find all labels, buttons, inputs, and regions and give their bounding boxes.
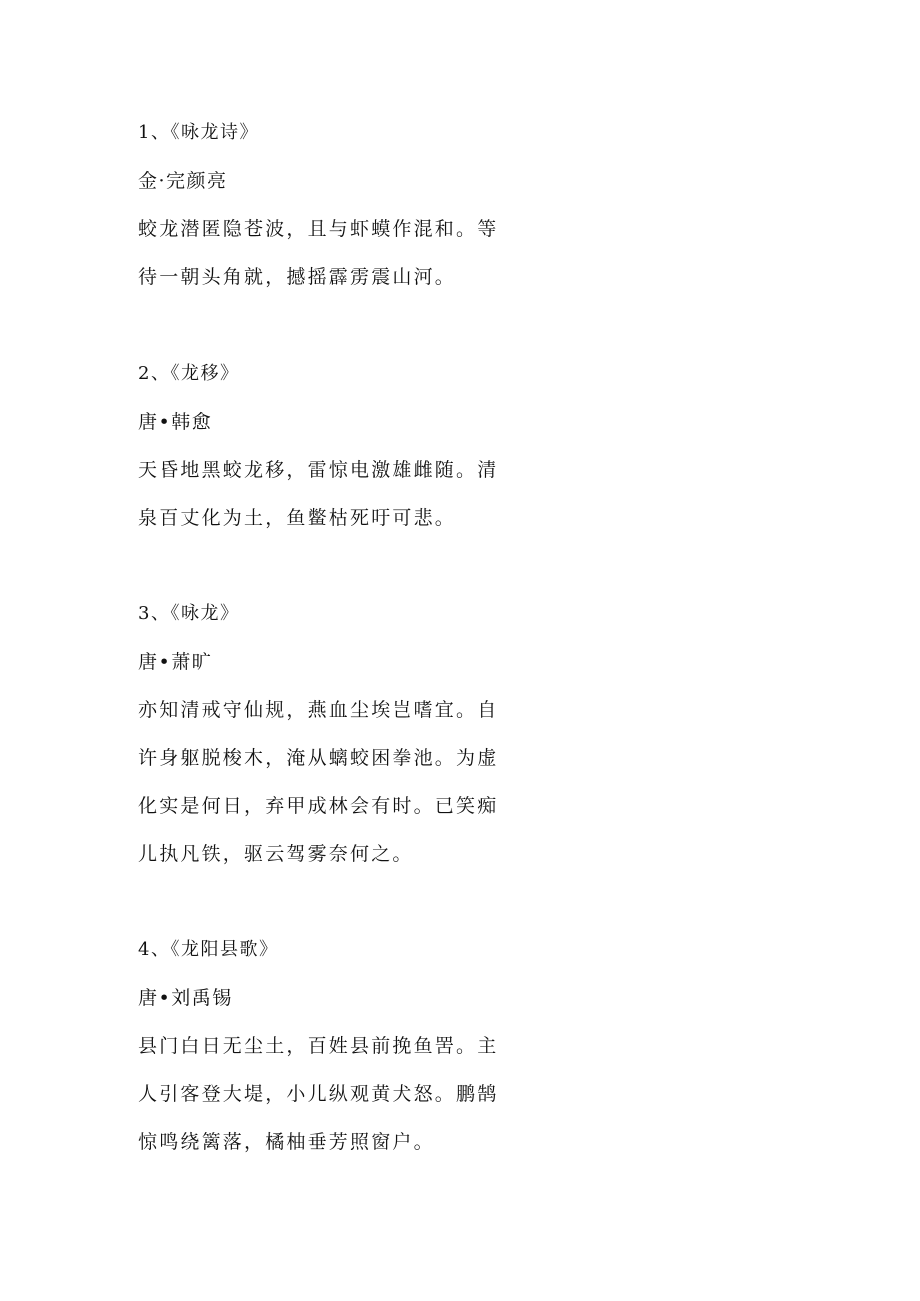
- poem-3: [138, 590, 499, 878]
- poem-2: [138, 350, 499, 542]
- poem-4: [138, 926, 499, 1166]
- poem-line: 人引客登大堤，小儿纵观黄犬怒。鹏鹄: [138, 1083, 499, 1105]
- poem-author: 金·完颜亮: [138, 170, 228, 192]
- poem-line: 待一朝头角就，撼摇霹雳震山河。: [138, 266, 457, 288]
- poem-title: 3、《咏龙》: [138, 603, 240, 624]
- poem-line: 泉百丈化为土，鱼鳖枯死吁可悲。: [138, 507, 457, 529]
- poem-line: 儿执凡铁，驱云驾雾奈何之。: [138, 843, 414, 865]
- poem-title: 1、《咏龙诗》: [138, 122, 259, 143]
- poem-author: 唐•韩愈: [138, 411, 213, 433]
- poem-line: 县门白日无尘土，百姓县前挽鱼罟。主: [138, 1035, 499, 1057]
- poem-1: [138, 109, 499, 301]
- poem-line: 蛟龙潜匿隐苍波，且与虾蟆作混和。等: [138, 218, 499, 240]
- poem-author: 唐•刘禹锡: [138, 987, 233, 1009]
- poem-title: 2、《龙移》: [138, 363, 240, 384]
- poem-author: 唐•萧旷: [138, 651, 213, 673]
- poem-line: 惊鸣绕篱落，橘柚垂芳照窗户。: [138, 1131, 435, 1153]
- poem-line: 亦知清戒守仙规，燕血尘埃岂嗜宜。自: [138, 699, 499, 721]
- poem-line: 化实是何日，弃甲成林会有时。已笑痴: [138, 795, 499, 817]
- poem-line: 天昏地黑蛟龙移，雷惊电激雄雌随。清: [138, 459, 499, 481]
- poem-line: 许身躯脱梭木，淹从螭蛟困拳池。为虚: [138, 747, 499, 769]
- poem-title: 4、《龙阳县歌》: [138, 939, 279, 960]
